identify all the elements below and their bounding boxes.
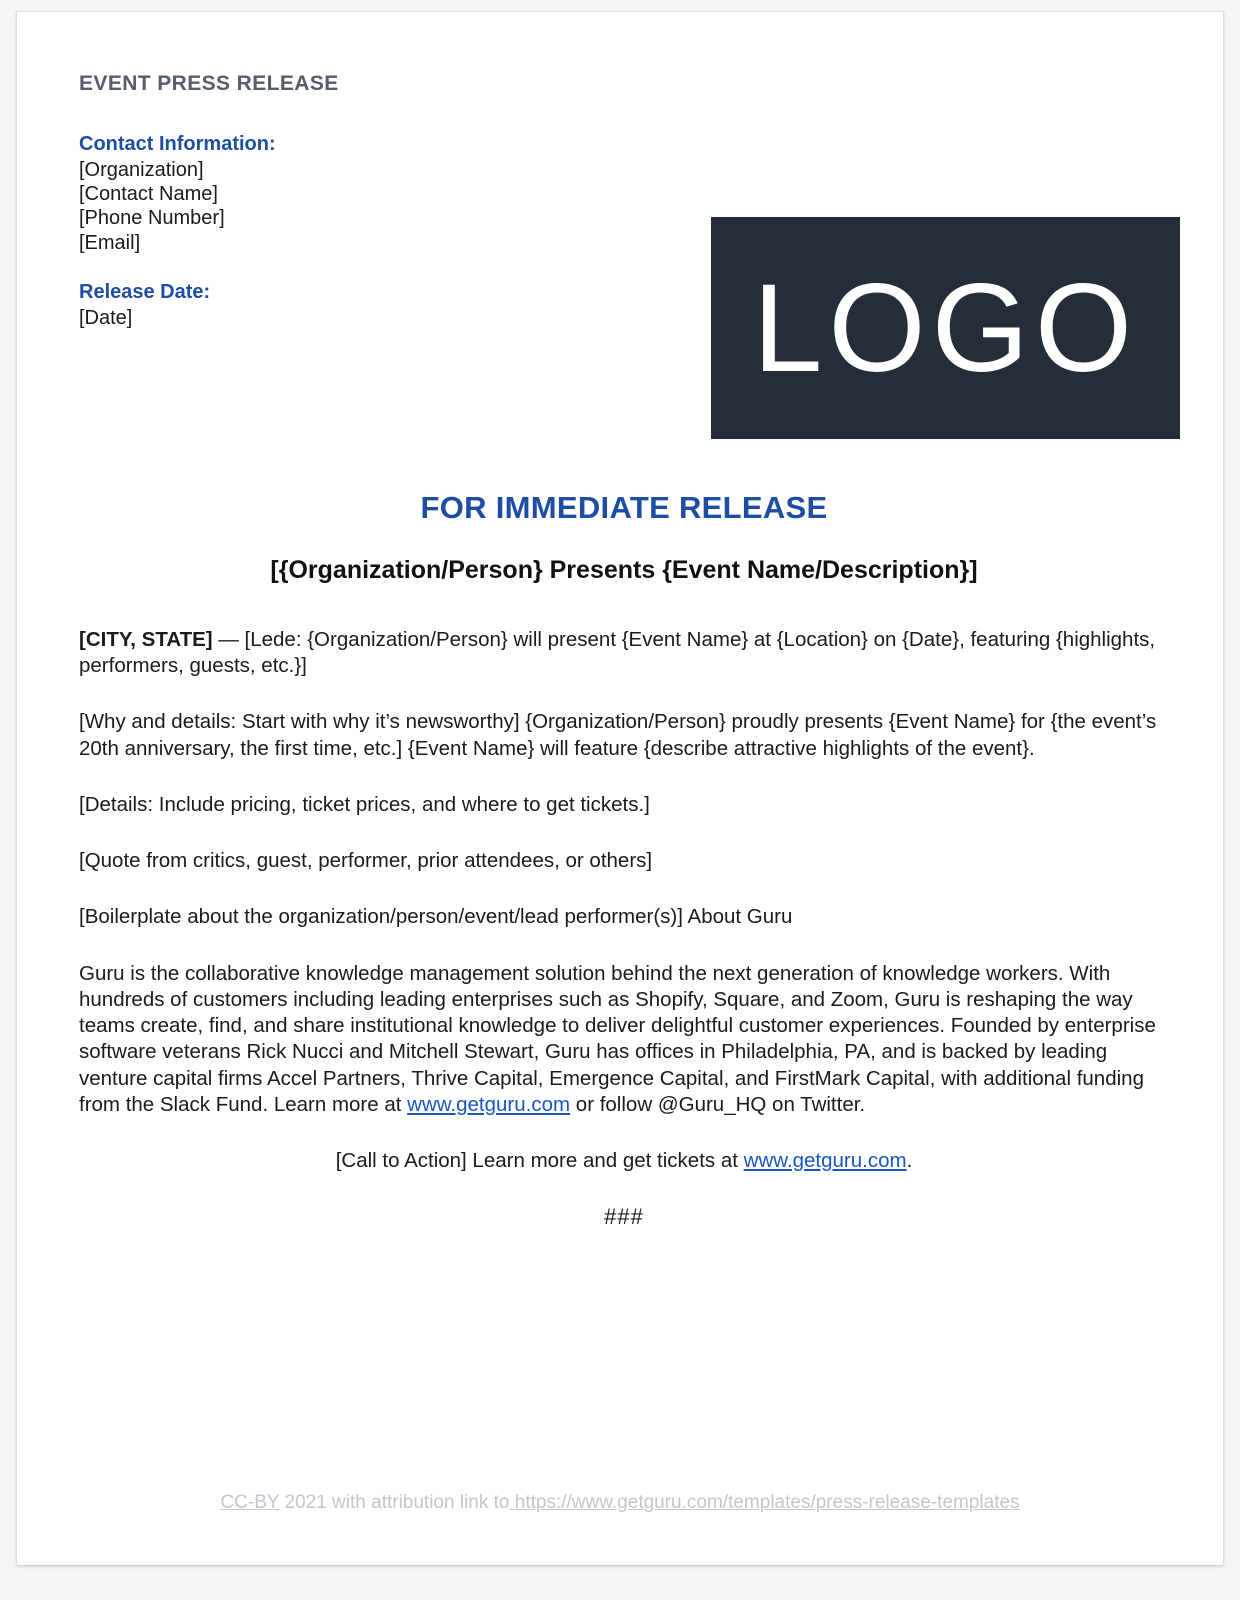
call-to-action-getguru-link[interactable]: www.getguru.com <box>743 1149 907 1173</box>
about-guru-paragraph <box>79 961 1169 1118</box>
footer-middle-text: 2021 with attribution link to <box>279 1492 510 1513</box>
about-guru-text-after-link: or follow @Guru_HQ on Twitter. <box>570 1092 866 1116</box>
release-subtitle: [{Organization/Person} Presents {Event Name/Description}] <box>270 556 978 584</box>
field-spacer <box>79 255 599 280</box>
contact-email: [Email] <box>79 231 141 254</box>
footer-template-url: https://www.getguru.com/templates/press-release-templates <box>509 1492 1020 1513</box>
document-header <box>79 132 1169 398</box>
call-to-action-paragraph <box>79 1148 1169 1174</box>
call-to-action-text-after-link: . <box>906 1149 913 1173</box>
page-title: EVENT PRESS RELEASE <box>79 72 339 95</box>
contact-phone-number: [Phone Number] <box>79 207 225 230</box>
logo-text: LOGO <box>752 258 1139 398</box>
lede-paragraph <box>79 627 1169 679</box>
contact-information-heading: Contact Information: <box>79 133 276 155</box>
boilerplate-prompt-paragraph: [Boilerplate about the organization/person/event/lead performer(s)] About Guru <box>79 905 793 929</box>
getguru-link[interactable]: www.getguru.com <box>407 1092 571 1116</box>
document-page <box>17 12 1223 1565</box>
end-marker: ### <box>604 1204 644 1230</box>
release-title: FOR IMMEDIATE RELEASE <box>420 490 828 525</box>
call-to-action-text-before-link: [Call to Action] Learn more and get tickets at <box>335 1149 744 1173</box>
logo-placeholder <box>711 217 1180 439</box>
contact-organization: [Organization] <box>79 158 204 181</box>
details-paragraph: [Details: Include pricing, ticket prices, and where to get tickets.] <box>79 792 650 816</box>
footer-license-label: CC-BY <box>220 1492 280 1513</box>
lede-text: — [Lede: {Organization/Person} will present {Event Name} at {Location} on {Date}, featuring {highlights, performers, guests, etc.}] <box>79 628 1156 678</box>
release-date-value: [Date] <box>79 306 133 329</box>
release-date-heading: Release Date: <box>79 281 211 304</box>
document-content <box>79 72 1169 1230</box>
about-guru-text-before-link: Guru is the collaborative knowledge management solution behind the next generation of knowledge workers. With hundreds of customers including leading enterprises such as Shopify, Square, and Zoom, Guru is reshaping the way teams create, find, and share institutional knowledge to deliver delightful customer experiences. Founded by enterprise software veterans Rick Nucci and Mitchell Stewart, Guru has offices in Philadelphia, PA, and is backed by leading venture capital firms Accel Partners, Thrive Capital, Emergence Capital, and FirstMark Capital, with additional funding from the Slack Fund. Learn more at <box>79 961 1156 1116</box>
contact-name: [Contact Name] <box>79 182 218 205</box>
contact-information-block <box>79 132 599 330</box>
why-and-details-paragraph: [Why and details: Start with why it’s newsworthy] {Organization/Person} proudly presents {Event Name} for {the event’s 20th anniversary, the first time, etc.] {Event Name} will feature {describe attractive highlights of the event}. <box>79 710 1157 760</box>
dateline: [CITY, STATE] <box>79 628 213 651</box>
footer-attribution <box>17 1492 1223 1514</box>
quote-paragraph: [Quote from critics, guest, performer, prior attendees, or others] <box>79 849 653 873</box>
